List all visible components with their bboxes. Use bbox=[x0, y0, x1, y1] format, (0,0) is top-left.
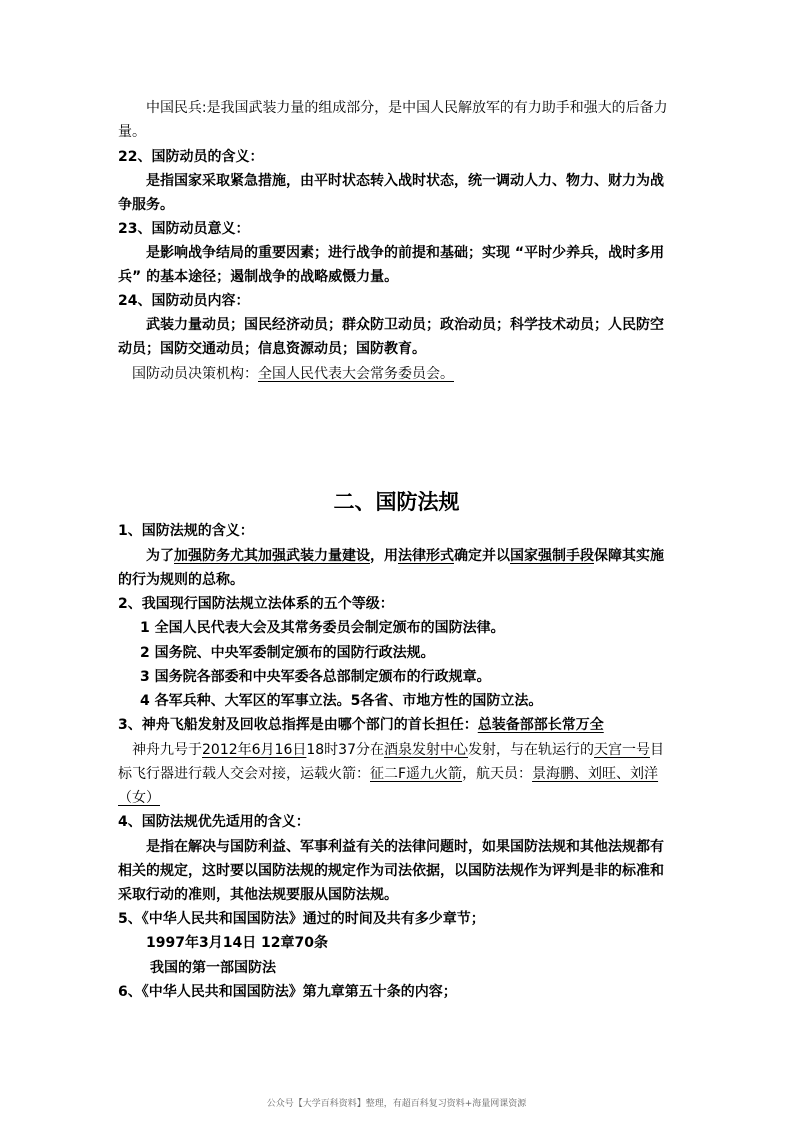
q6-heading: 6、《中华人民共和国国防法》第九章第五十条的内容； bbox=[118, 984, 457, 1000]
sz-l2-part-a: 标飞行器进行载人交会对接，运载火箭： bbox=[118, 766, 370, 782]
q23-heading: 23、国防动员意义： bbox=[118, 221, 250, 237]
sz-part-g: 目 bbox=[650, 742, 664, 758]
shenzhou-line-2 bbox=[118, 764, 658, 784]
sz-tiangong: 天宫一号 bbox=[594, 742, 650, 758]
decision-label: 国防动员决策机构： bbox=[132, 366, 258, 382]
q4-line-2: 相关的规定，这时要以国防法规的规定作为司法依据，以国防法规作为评判是非的标准和 bbox=[118, 863, 664, 879]
q1-part-e: 确定并以 bbox=[454, 548, 510, 564]
q1-heading: 1、国防法规的含义： bbox=[118, 523, 254, 539]
q1-line-1 bbox=[146, 546, 664, 566]
section-title: 二、国防法规 bbox=[333, 490, 460, 514]
q2-heading: 2、我国现行国防法规立法体系的五个等级： bbox=[118, 596, 394, 612]
q5-answer-1: 1997年3月14日 12章70条 bbox=[146, 935, 329, 951]
sz-launch-site: 酒泉发射中心 bbox=[384, 742, 468, 758]
q1-part-d: 法律形式 bbox=[398, 548, 454, 564]
q5-heading: 5、《中华人民共和国国防法》通过的时间及共有多少章节； bbox=[118, 911, 485, 927]
q22-line-1: 是指国家采取紧急措施，由平时状态转入战时状态，统一调动人力、物力、财力为战 bbox=[146, 173, 664, 189]
q1-part-c: ，用 bbox=[370, 548, 398, 564]
q22-line-2: 争服务。 bbox=[118, 197, 174, 213]
q1-part-f: 国家强制手段 bbox=[510, 548, 594, 564]
q4-line-3: 采取行动的准则，其他法规要服从国防法规。 bbox=[118, 887, 398, 903]
sz-date: 2012年6月16日 bbox=[202, 742, 307, 758]
q2-item-3: 3 国务院各部委和中央军委各总部制定颁布的行政规章。 bbox=[140, 669, 491, 685]
q22-heading: 22、国防动员的含义： bbox=[118, 149, 264, 165]
sz-astronauts: 景海鹏、刘旺、刘洋 bbox=[532, 766, 659, 782]
q2-item-1: 1 全国人民代表大会及其常务委员会制定颁布的国防法律。 bbox=[140, 620, 505, 636]
sz-part-a: 神舟九号于 bbox=[132, 742, 202, 758]
q1-line-2: 的行为规则的总称。 bbox=[118, 572, 244, 588]
q2-item-2: 2 国务院、中央军委制定颁布的国防行政法规。 bbox=[140, 645, 435, 661]
q3-heading: 3、神舟飞船发射及回收总指挥是由哪个部门的首长担任： bbox=[118, 717, 478, 733]
q5-answer-2: 我国的第一部国防法 bbox=[150, 960, 276, 976]
q24-line-1: 武装力量动员；国民经济动员；群众防卫动员；政治动员；科学技术动员；人民防空 bbox=[146, 317, 664, 333]
q23-line-1: 是影响战争结局的重要因素；进行战争的前提和基础；实现 “平时少养兵，战时多用 bbox=[146, 245, 665, 261]
sz-l2-part-c: ，航天员： bbox=[462, 766, 533, 782]
sz-part-e: 发射，与在轨运行的 bbox=[468, 742, 594, 758]
q24-heading: 24、国防动员内容： bbox=[118, 293, 250, 309]
q3-answer: 总装备部部长常万全 bbox=[477, 717, 604, 733]
decision-body-line bbox=[132, 364, 454, 384]
q2-item-4: 4 各军兵种、大军区的军事立法。5各省、市地方性的国防立法。 bbox=[140, 693, 543, 709]
shenzhou-line-1 bbox=[132, 740, 664, 760]
militia-line-2: 量。 bbox=[118, 124, 146, 140]
q1-part-b: 加强防务尤其加强武装力量建设 bbox=[174, 548, 370, 564]
footer-note: 公众号【大学百科资料】整理，有超百科复习资料+海量网课资源 bbox=[266, 1099, 527, 1109]
militia-line-1: 中国民兵:是我国武装力量的组成部分，是中国人民解放军的有力助手和强大的后备力 bbox=[146, 100, 668, 116]
sz-rocket: 征二F遥九火箭 bbox=[370, 766, 463, 782]
q24-line-2: 动员；国防交通动员；信息资源动员；国防教育。 bbox=[118, 341, 426, 357]
q1-part-g: 保障其实施 bbox=[594, 548, 664, 564]
q4-line-1: 是指在解决与国防利益、军事利益有关的法律问题时，如果国防法规和其他法规都有 bbox=[146, 839, 664, 855]
q4-heading: 4、国防法规优先适用的含义： bbox=[118, 814, 310, 830]
q23-line-2: 兵” 的基本途径；遏制战争的战略威慑力量。 bbox=[118, 269, 399, 285]
q3-line bbox=[118, 715, 604, 735]
shenzhou-line-3: （女） bbox=[118, 790, 160, 806]
sz-part-c: 18时37分在 bbox=[306, 742, 384, 758]
q1-part-a: 为了 bbox=[146, 548, 174, 564]
decision-value: 全国人民代表大会常务委员会。 bbox=[258, 366, 454, 382]
